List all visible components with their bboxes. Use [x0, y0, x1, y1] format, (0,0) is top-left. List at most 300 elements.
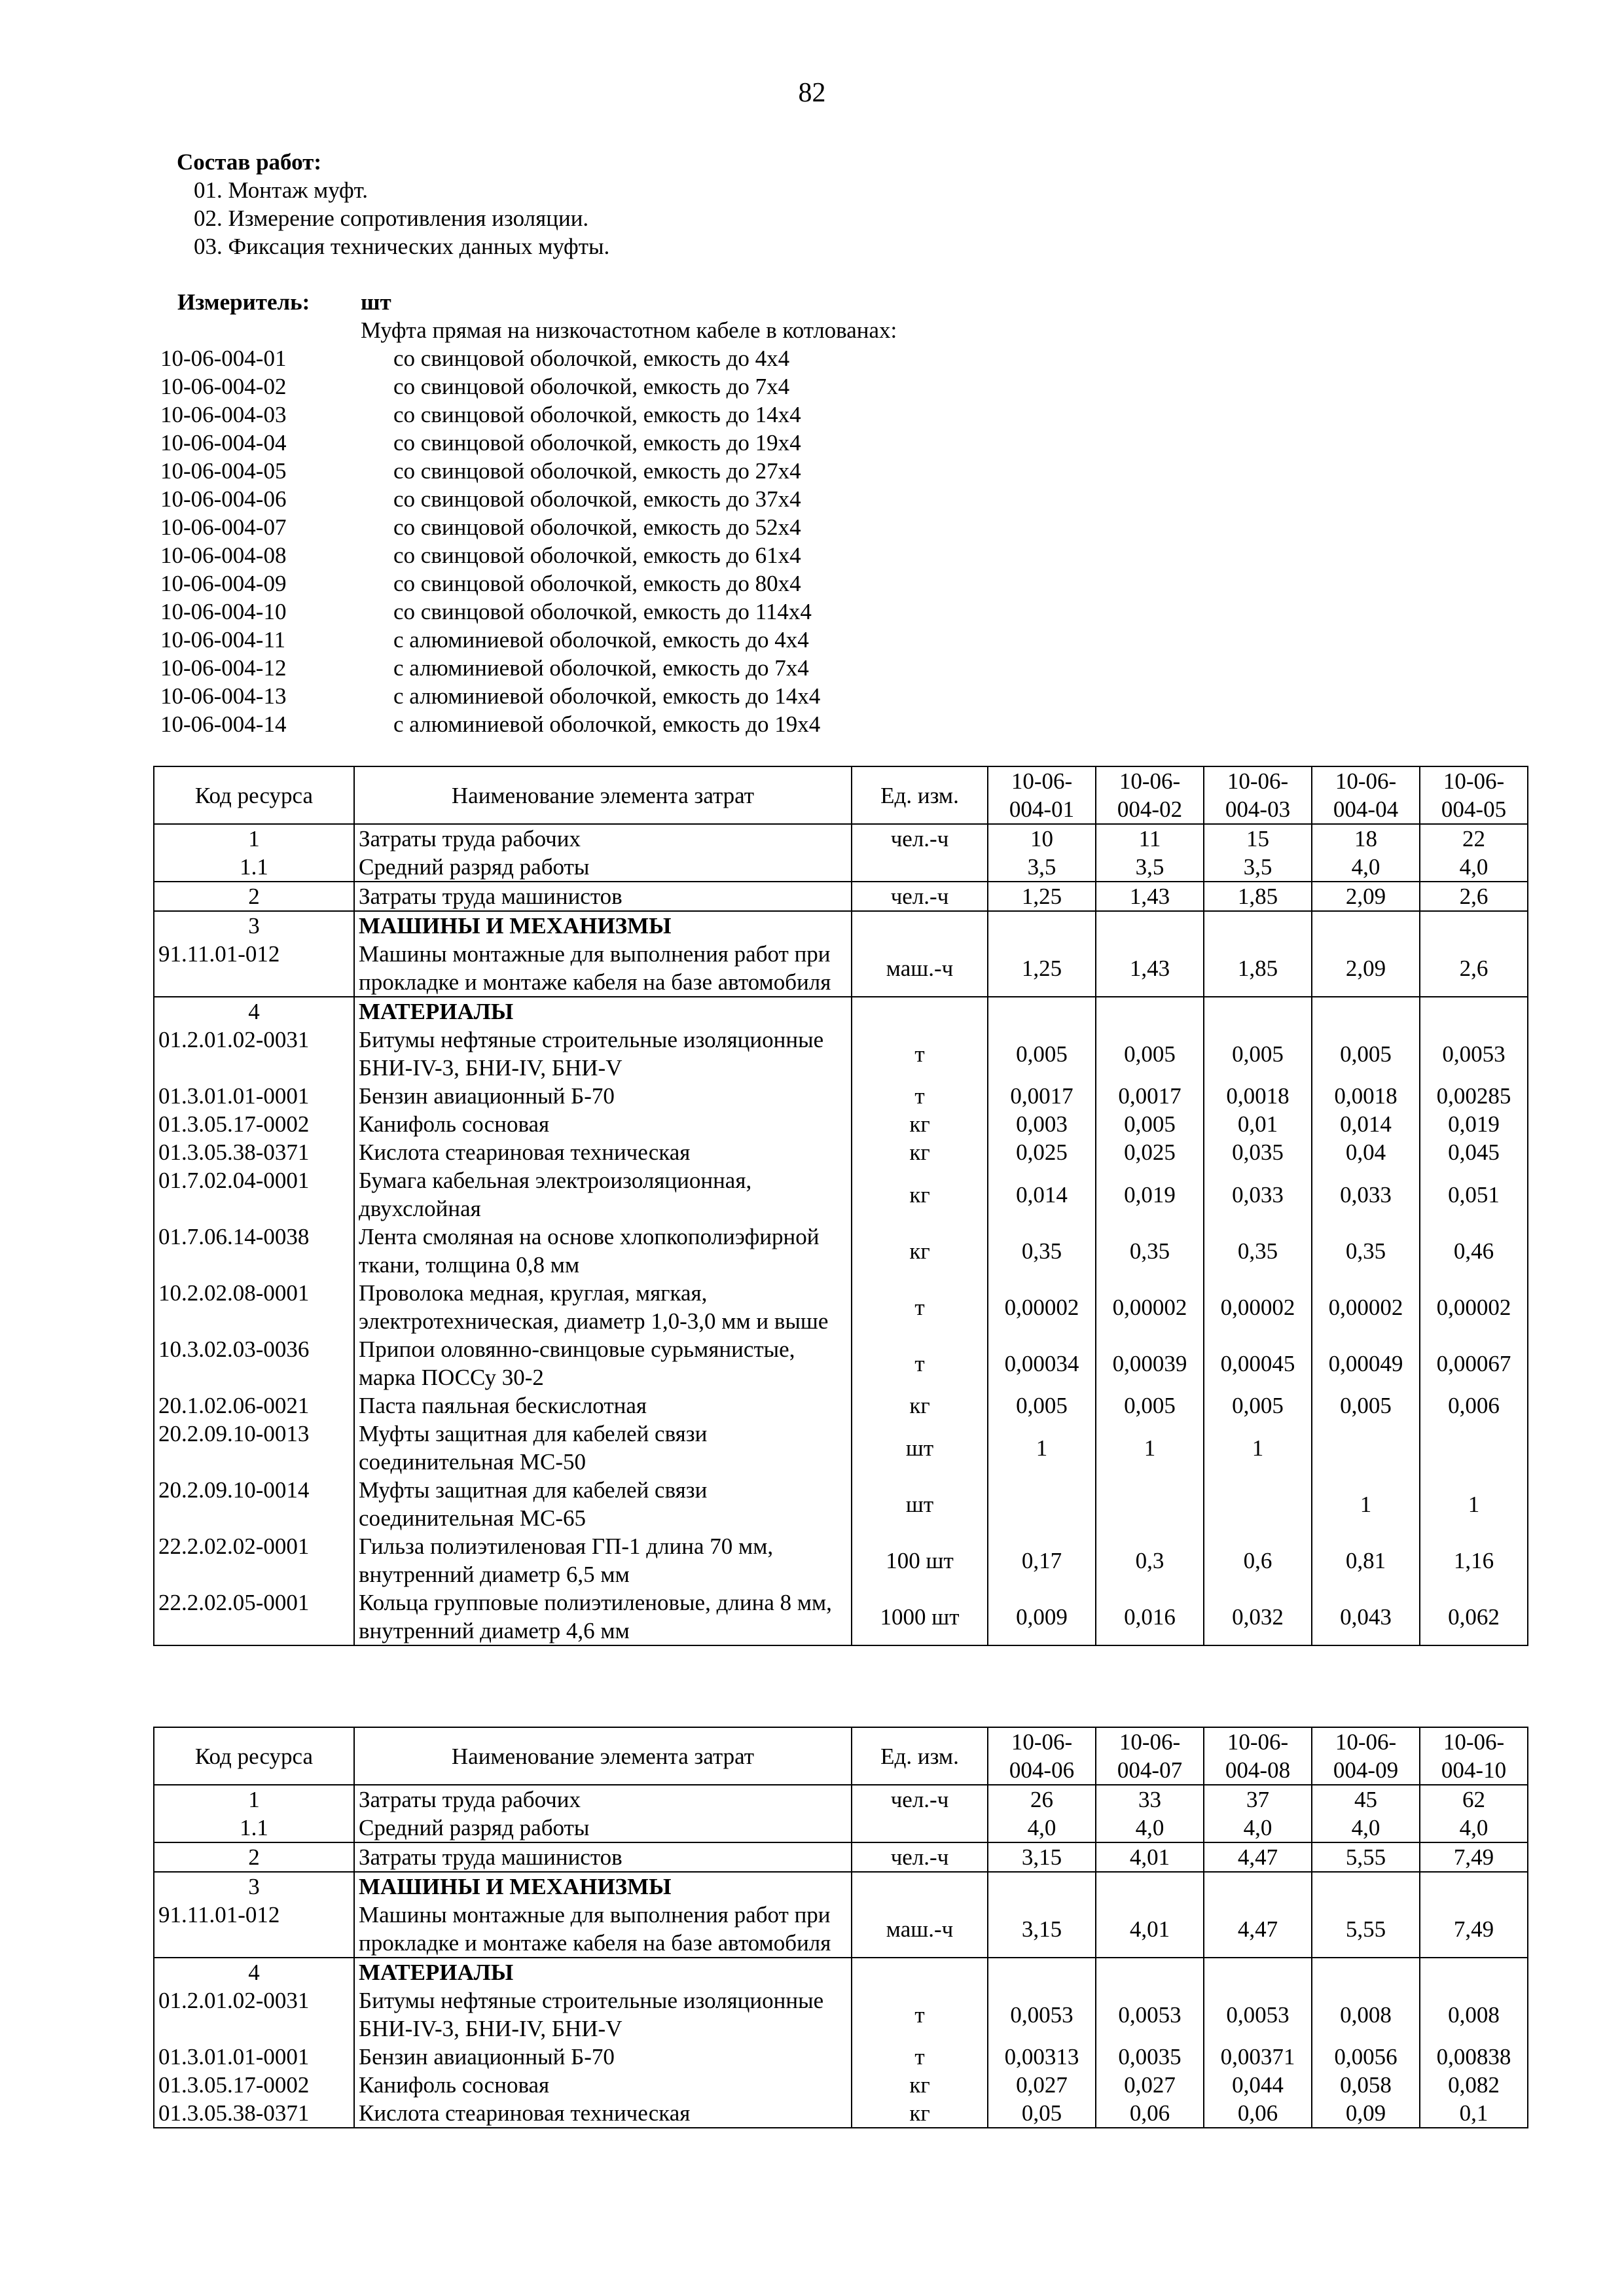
resource-code: 1: [154, 1785, 354, 1814]
table-row: [154, 2071, 1528, 2099]
norm-code: 10-06-004-02: [160, 374, 287, 399]
resource-code: 01.3.05.17-0002: [154, 1110, 354, 1138]
resource-value: 0,00039: [1096, 1335, 1204, 1391]
resource-value: 0,46: [1420, 1223, 1528, 1279]
resource-name: Бумага кабельная электроизоляционная, двухслойная: [354, 1166, 852, 1223]
resource-value: 0,014: [1312, 1110, 1420, 1138]
resource-code: 01.2.01.02-0031: [154, 1026, 354, 1082]
resource-value: 0,032: [1204, 1588, 1312, 1645]
resource-value: 0,019: [1420, 1110, 1528, 1138]
resource-value: 0,062: [1420, 1588, 1528, 1645]
table-row: [154, 1532, 1528, 1588]
resource-code: 3: [154, 911, 354, 940]
table-row: [154, 853, 1528, 882]
resource-unit: чел.-ч: [852, 1785, 988, 1814]
resource-value: [988, 1872, 1096, 1901]
resource-value: 22: [1420, 824, 1528, 853]
resource-value: 0,0017: [988, 1082, 1096, 1110]
resource-value: [1312, 911, 1420, 940]
resource-value: [1204, 997, 1312, 1026]
resource-name: Машины монтажные для выполнения работ при прокладке и монтаже кабеля на базе автомобиля: [354, 940, 852, 997]
resource-code: 10.3.02.03-0036: [154, 1335, 354, 1391]
resource-unit: [852, 1872, 988, 1901]
norm-code-description: со свинцовой оболочкой, емкость до 7х4: [393, 374, 790, 399]
table-row: [154, 1420, 1528, 1476]
table-row: [154, 1138, 1528, 1166]
resource-value: 0,043: [1312, 1588, 1420, 1645]
resource-value: 3,5: [1096, 853, 1204, 882]
resource-value: 1,85: [1204, 940, 1312, 997]
resource-value: 2,6: [1420, 940, 1528, 997]
resource-unit: кг: [852, 1391, 988, 1420]
resource-value: 7,49: [1420, 1901, 1528, 1958]
table-row: [154, 1110, 1528, 1138]
resource-value: [988, 911, 1096, 940]
resource-value: 1,25: [988, 940, 1096, 997]
resource-code: 01.3.05.17-0002: [154, 2071, 354, 2099]
resource-unit: кг: [852, 2099, 988, 2128]
resource-value: 0,3: [1096, 1532, 1204, 1588]
norm-code-description: со свинцовой оболочкой, емкость до 37х4: [393, 486, 801, 512]
resource-name: Машины монтажные для выполнения работ при прокладке и монтаже кабеля на базе автомобиля: [354, 1901, 852, 1958]
table-row: [154, 997, 1528, 1026]
table-row: [154, 1872, 1528, 1901]
table-row: [154, 2099, 1528, 2128]
resource-value: 0,00049: [1312, 1335, 1420, 1391]
norm-code-description: со свинцовой оболочкой, емкость до 52х4: [393, 514, 801, 540]
resource-unit: [852, 853, 988, 882]
resource-code: 1.1: [154, 1814, 354, 1842]
resource-code: 01.3.01.01-0001: [154, 1082, 354, 1110]
table-row: [154, 1082, 1528, 1110]
table-row: [154, 1166, 1528, 1223]
resource-value: 0,058: [1312, 2071, 1420, 2099]
resource-unit: 1000 шт: [852, 1588, 988, 1645]
table-row: [154, 1958, 1528, 1986]
resource-value: 7,49: [1420, 1842, 1528, 1872]
resource-value: 0,00838: [1420, 2043, 1528, 2071]
table-row: [154, 1842, 1528, 1872]
resource-value: 4,0: [1420, 1814, 1528, 1842]
resource-value: 0,005: [1312, 1026, 1420, 1082]
resource-value: 0,00002: [1312, 1279, 1420, 1335]
resource-value: 0,003: [988, 1110, 1096, 1138]
resource-value: 0,045: [1420, 1138, 1528, 1166]
resource-unit: т: [852, 1082, 988, 1110]
resource-unit: кг: [852, 2071, 988, 2099]
resource-name: Затраты труда машинистов: [354, 882, 852, 911]
norm-code-row: [160, 626, 820, 654]
table-row: [154, 1986, 1528, 2043]
resource-name: МАТЕРИАЛЫ: [354, 997, 852, 1026]
resource-value: 26: [988, 1785, 1096, 1814]
resource-code: 10.2.02.08-0001: [154, 1279, 354, 1335]
resource-value: 0,0056: [1312, 2043, 1420, 2071]
resource-unit: маш.-ч: [852, 940, 988, 997]
resource-value: 0,00002: [1204, 1279, 1312, 1335]
norm-code-row: [160, 485, 820, 513]
resource-name: Лента смоляная на основе хлопкополиэфирной ткани, толщина 0,8 мм: [354, 1223, 852, 1279]
resource-unit: [852, 1814, 988, 1842]
resource-value: [988, 1958, 1096, 1986]
resource-value: 0,082: [1420, 2071, 1528, 2099]
resource-value: 1: [1096, 1420, 1204, 1476]
norm-code: 10-06-004-10: [160, 599, 287, 624]
resource-value: 0,0053: [988, 1986, 1096, 2043]
table-row: [154, 1026, 1528, 1082]
norm-code: 10-06-004-09: [160, 571, 287, 596]
resource-value: 0,1: [1420, 2099, 1528, 2128]
resource-value: 0,0018: [1312, 1082, 1420, 1110]
resource-value: 0,00313: [988, 2043, 1096, 2071]
resource-value: [1420, 1958, 1528, 1986]
norm-code-description: с алюминиевой оболочкой, емкость до 4х4: [393, 627, 809, 653]
page-number: 82: [798, 78, 826, 108]
resource-value: 0,035: [1204, 1138, 1312, 1166]
norm-code-description: со свинцовой оболочкой, емкость до 61х4: [393, 543, 801, 568]
resource-code: 01.3.01.01-0001: [154, 2043, 354, 2071]
resource-value: 0,0035: [1096, 2043, 1204, 2071]
resource-name: Припои оловянно-свинцовые сурьмянистые, марка ПОССу 30-2: [354, 1335, 852, 1391]
norm-code-row: [160, 513, 820, 541]
norm-code-row: [160, 682, 820, 710]
norm-code-description: со свинцовой оболочкой, емкость до 14х4: [393, 402, 801, 427]
resource-value: [1312, 1420, 1420, 1476]
meter-unit: шт: [361, 289, 391, 315]
table-row: [154, 2043, 1528, 2071]
resource-unit: чел.-ч: [852, 882, 988, 911]
resource-code: 01.3.05.38-0371: [154, 2099, 354, 2128]
resource-name: Битумы нефтяные строительные изоляционные БНИ-IV-3, БНИ-IV, БНИ-V: [354, 1986, 852, 2043]
resource-value: 3,15: [988, 1901, 1096, 1958]
table-row: [154, 940, 1528, 997]
norm-code: 10-06-004-06: [160, 486, 287, 512]
resource-value: 4,0: [1096, 1814, 1204, 1842]
resource-name: Кислота стеариновая техническая: [354, 1138, 852, 1166]
resource-value: 5,55: [1312, 1842, 1420, 1872]
resource-value: [1312, 1958, 1420, 1986]
resource-value: 4,01: [1096, 1842, 1204, 1872]
resource-value: [1096, 911, 1204, 940]
resource-unit: т: [852, 1026, 988, 1082]
meter-label: Измеритель:: [177, 289, 310, 315]
resource-code: 01.7.06.14-0038: [154, 1223, 354, 1279]
table-row: [154, 824, 1528, 853]
resource-value: 0,014: [988, 1166, 1096, 1223]
resource-value: 0,6: [1204, 1532, 1312, 1588]
resource-unit: кг: [852, 1166, 988, 1223]
norm-code-row: [160, 344, 820, 372]
resource-value: 10: [988, 824, 1096, 853]
norm-code-row: [160, 710, 820, 738]
resource-name: Средний разряд работы: [354, 1814, 852, 1842]
resource-name: Кольца групповые полиэтиленовые, длина 8 мм, внутренний диаметр 4,6 мм: [354, 1588, 852, 1645]
resource-value: 2,6: [1420, 882, 1528, 911]
resource-code: 4: [154, 997, 354, 1026]
resource-table-2: [153, 1727, 1528, 2128]
resource-value: 1: [1420, 1476, 1528, 1532]
resource-value: 1,85: [1204, 882, 1312, 911]
resource-name: Бензин авиационный Б-70: [354, 1082, 852, 1110]
resource-name: Кислота стеариновая техническая: [354, 2099, 852, 2128]
norm-code: 10-06-004-07: [160, 514, 287, 540]
resource-value: [1420, 1872, 1528, 1901]
resource-value: 1: [988, 1420, 1096, 1476]
resource-value: [1096, 1958, 1204, 1986]
resource-value: 0,0017: [1096, 1082, 1204, 1110]
resource-value: 0,005: [1096, 1110, 1204, 1138]
header-code: Код ресурса: [154, 766, 354, 824]
resource-value: 0,009: [988, 1588, 1096, 1645]
resource-code: 20.2.09.10-0013: [154, 1420, 354, 1476]
norm-code-description: со свинцовой оболочкой, емкость до 27х4: [393, 458, 801, 484]
resource-value: [1204, 1958, 1312, 1986]
resource-value: 0,027: [988, 2071, 1096, 2099]
resource-code: 91.11.01-012: [154, 940, 354, 997]
resource-name: МАШИНЫ И МЕХАНИЗМЫ: [354, 1872, 852, 1901]
resource-value: 0,0053: [1204, 1986, 1312, 2043]
resource-value: 1,25: [988, 882, 1096, 911]
resource-name: Паста паяльная бескислотная: [354, 1391, 852, 1420]
resource-name: Канифоль сосновая: [354, 2071, 852, 2099]
resource-value: 1,43: [1096, 882, 1204, 911]
resource-name: Затраты труда рабочих: [354, 824, 852, 853]
work-item: 02. Измерение сопротивления изоляции.: [194, 206, 589, 231]
resource-name: МАТЕРИАЛЫ: [354, 1958, 852, 1986]
resource-value: 1,16: [1420, 1532, 1528, 1588]
resource-value: 33: [1096, 1785, 1204, 1814]
resource-unit: шт: [852, 1476, 988, 1532]
resource-name: Затраты труда рабочих: [354, 1785, 852, 1814]
norm-code-description: со свинцовой оболочкой, емкость до 19х4: [393, 430, 801, 456]
resource-code: 22.2.02.02-0001: [154, 1532, 354, 1588]
norm-code: 10-06-004-11: [160, 627, 286, 653]
resource-value: 1,43: [1096, 940, 1204, 997]
resource-code: 20.1.02.06-0021: [154, 1391, 354, 1420]
norm-code-row: [160, 372, 820, 401]
resource-value: 4,0: [1204, 1814, 1312, 1842]
resource-value: 0,35: [1204, 1223, 1312, 1279]
header-unit: Ед. изм.: [852, 1727, 988, 1785]
table-row: [154, 911, 1528, 940]
resource-value: 0,00371: [1204, 2043, 1312, 2071]
resource-value: 1: [1312, 1476, 1420, 1532]
norm-code-description: со свинцовой оболочкой, емкость до 4х4: [393, 346, 790, 371]
table-row: [154, 1223, 1528, 1279]
table-row: [154, 1785, 1528, 1814]
resource-value: 0,00034: [988, 1335, 1096, 1391]
resource-unit: т: [852, 2043, 988, 2071]
work-item: 01. Монтаж муфт.: [194, 177, 369, 203]
resource-value: [1204, 1476, 1312, 1532]
resource-value: [1204, 1872, 1312, 1901]
header-column-code: 10-06-004-10: [1420, 1727, 1528, 1785]
resource-value: 0,0053: [1096, 1986, 1204, 2043]
header-code: Код ресурса: [154, 1727, 354, 1785]
resource-code: 91.11.01-012: [154, 1901, 354, 1958]
resource-value: 62: [1420, 1785, 1528, 1814]
resource-value: 0,008: [1420, 1986, 1528, 2043]
resource-table-1: [153, 766, 1528, 1646]
work-title: Состав работ:: [177, 149, 321, 175]
header-column-code: 10-06-004-07: [1096, 1727, 1204, 1785]
resource-code: 1.1: [154, 853, 354, 882]
norm-code: 10-06-004-03: [160, 402, 287, 427]
header-column-code: 10-06-004-01: [988, 766, 1096, 824]
resource-value: 0,033: [1204, 1166, 1312, 1223]
norm-code: 10-06-004-04: [160, 430, 287, 456]
resource-value: 0,00067: [1420, 1335, 1528, 1391]
resource-code: 01.7.02.04-0001: [154, 1166, 354, 1223]
resource-name: МАШИНЫ И МЕХАНИЗМЫ: [354, 911, 852, 940]
header-column-code: 10-06-004-08: [1204, 1727, 1312, 1785]
resource-value: 0,006: [1420, 1391, 1528, 1420]
resource-unit: чел.-ч: [852, 824, 988, 853]
norm-code: 10-06-004-14: [160, 711, 287, 737]
resource-value: 0,00045: [1204, 1335, 1312, 1391]
resource-value: 0,09: [1312, 2099, 1420, 2128]
resource-name: Муфты защитная для кабелей связи соединительная МС-50: [354, 1420, 852, 1476]
resource-name: Муфты защитная для кабелей связи соединительная МС-65: [354, 1476, 852, 1532]
resource-value: 0,04: [1312, 1138, 1420, 1166]
resource-name: Гильза полиэтиленовая ГП-1 длина 70 мм, внутренний диаметр 6,5 мм: [354, 1532, 852, 1588]
resource-value: 4,0: [988, 1814, 1096, 1842]
resource-code: 01.3.05.38-0371: [154, 1138, 354, 1166]
resource-value: 0,005: [988, 1391, 1096, 1420]
resource-name: Битумы нефтяные строительные изоляционные БНИ-IV-3, БНИ-IV, БНИ-V: [354, 1026, 852, 1082]
norm-code-list: [160, 344, 820, 738]
resource-value: 3,5: [988, 853, 1096, 882]
resource-unit: кг: [852, 1138, 988, 1166]
norm-code: 10-06-004-12: [160, 655, 287, 681]
norm-code-row: [160, 569, 820, 598]
norm-code-row: [160, 457, 820, 485]
resource-value: 0,00002: [1420, 1279, 1528, 1335]
norm-code: 10-06-004-08: [160, 543, 287, 568]
resource-unit: [852, 997, 988, 1026]
table-row: [154, 1901, 1528, 1958]
resource-value: 0,35: [1312, 1223, 1420, 1279]
resource-value: 0,008: [1312, 1986, 1420, 2043]
resource-value: 0,06: [1204, 2099, 1312, 2128]
resource-value: [1312, 997, 1420, 1026]
norm-code-row: [160, 598, 820, 626]
resource-value: 0,05: [988, 2099, 1096, 2128]
resource-unit: [852, 1958, 988, 1986]
resource-code: 22.2.02.05-0001: [154, 1588, 354, 1645]
header-column-code: 10-06-004-06: [988, 1727, 1096, 1785]
table-row: [154, 1476, 1528, 1532]
resource-value: 2,09: [1312, 882, 1420, 911]
resource-code: 3: [154, 1872, 354, 1901]
resource-code: 2: [154, 1842, 354, 1872]
resource-value: 0,17: [988, 1532, 1096, 1588]
norm-code: 10-06-004-01: [160, 346, 287, 371]
meter-section: [160, 288, 1535, 344]
resource-value: [988, 997, 1096, 1026]
norm-code-description: с алюминиевой оболочкой, емкость до 19х4: [393, 711, 821, 737]
resource-value: 4,47: [1204, 1901, 1312, 1958]
norm-code-description: со свинцовой оболочкой, емкость до 114х4: [393, 599, 812, 624]
resource-value: 0,0018: [1204, 1082, 1312, 1110]
resource-unit: [852, 911, 988, 940]
resource-unit: т: [852, 1335, 988, 1391]
resource-value: 0,00002: [1096, 1279, 1204, 1335]
norm-code-row: [160, 429, 820, 457]
table-row: [154, 882, 1528, 911]
resource-value: 0,35: [988, 1223, 1096, 1279]
resource-value: 4,01: [1096, 1901, 1204, 1958]
resource-unit: кг: [852, 1223, 988, 1279]
resource-value: 0,005: [1096, 1026, 1204, 1082]
resource-value: 0,35: [1096, 1223, 1204, 1279]
resource-name: Канифоль сосновая: [354, 1110, 852, 1138]
table-row: [154, 1335, 1528, 1391]
resource-value: [1420, 1420, 1528, 1476]
norm-code-row: [160, 401, 820, 429]
work-composition: [177, 148, 609, 260]
resource-value: 0,81: [1312, 1532, 1420, 1588]
resource-unit: чел.-ч: [852, 1842, 988, 1872]
resource-value: 15: [1204, 824, 1312, 853]
resource-value: 0,0053: [1420, 1026, 1528, 1082]
resource-value: [988, 1476, 1096, 1532]
resource-code: 4: [154, 1958, 354, 1986]
resource-name: Затраты труда машинистов: [354, 1842, 852, 1872]
resource-value: [1420, 997, 1528, 1026]
resource-value: 3,5: [1204, 853, 1312, 882]
resource-name: Средний разряд работы: [354, 853, 852, 882]
resource-value: 5,55: [1312, 1901, 1420, 1958]
resource-code: 1: [154, 824, 354, 853]
resource-value: 37: [1204, 1785, 1312, 1814]
norm-code-description: с алюминиевой оболочкой, емкость до 14х4: [393, 683, 821, 709]
header-unit: Ед. изм.: [852, 766, 988, 824]
resource-value: 0,005: [1204, 1026, 1312, 1082]
table-row: [154, 1279, 1528, 1335]
work-item: 03. Фиксация технических данных муфты.: [194, 234, 610, 259]
header-column-code: 10-06-004-04: [1312, 766, 1420, 824]
resource-value: 2,09: [1312, 940, 1420, 997]
resource-code: 01.2.01.02-0031: [154, 1986, 354, 2043]
norm-code-row: [160, 654, 820, 682]
resource-value: 0,025: [1096, 1138, 1204, 1166]
resource-value: 45: [1312, 1785, 1420, 1814]
header-name: Наименование элемента затрат: [354, 1727, 852, 1785]
resource-unit: шт: [852, 1420, 988, 1476]
resource-unit: 100 шт: [852, 1532, 988, 1588]
header-column-code: 10-06-004-02: [1096, 766, 1204, 824]
norm-code-description: со свинцовой оболочкой, емкость до 80х4: [393, 571, 801, 596]
header-column-code: 10-06-004-09: [1312, 1727, 1420, 1785]
norm-code: 10-06-004-05: [160, 458, 287, 484]
resource-value: 0,00002: [988, 1279, 1096, 1335]
resource-value: 0,051: [1420, 1166, 1528, 1223]
resource-unit: т: [852, 1279, 988, 1335]
resource-value: 0,005: [1096, 1391, 1204, 1420]
resource-value: 18: [1312, 824, 1420, 853]
resource-value: 0,019: [1096, 1166, 1204, 1223]
resource-value: 0,00285: [1420, 1082, 1528, 1110]
resource-value: 3,15: [988, 1842, 1096, 1872]
resource-value: [1096, 997, 1204, 1026]
resource-value: 0,033: [1312, 1166, 1420, 1223]
resource-unit: маш.-ч: [852, 1901, 988, 1958]
table-row: [154, 1391, 1528, 1420]
resource-name: Проволока медная, круглая, мягкая, электротехническая, диаметр 1,0-3,0 мм и выше: [354, 1279, 852, 1335]
resource-value: 0,025: [988, 1138, 1096, 1166]
resource-value: 0,005: [1312, 1391, 1420, 1420]
